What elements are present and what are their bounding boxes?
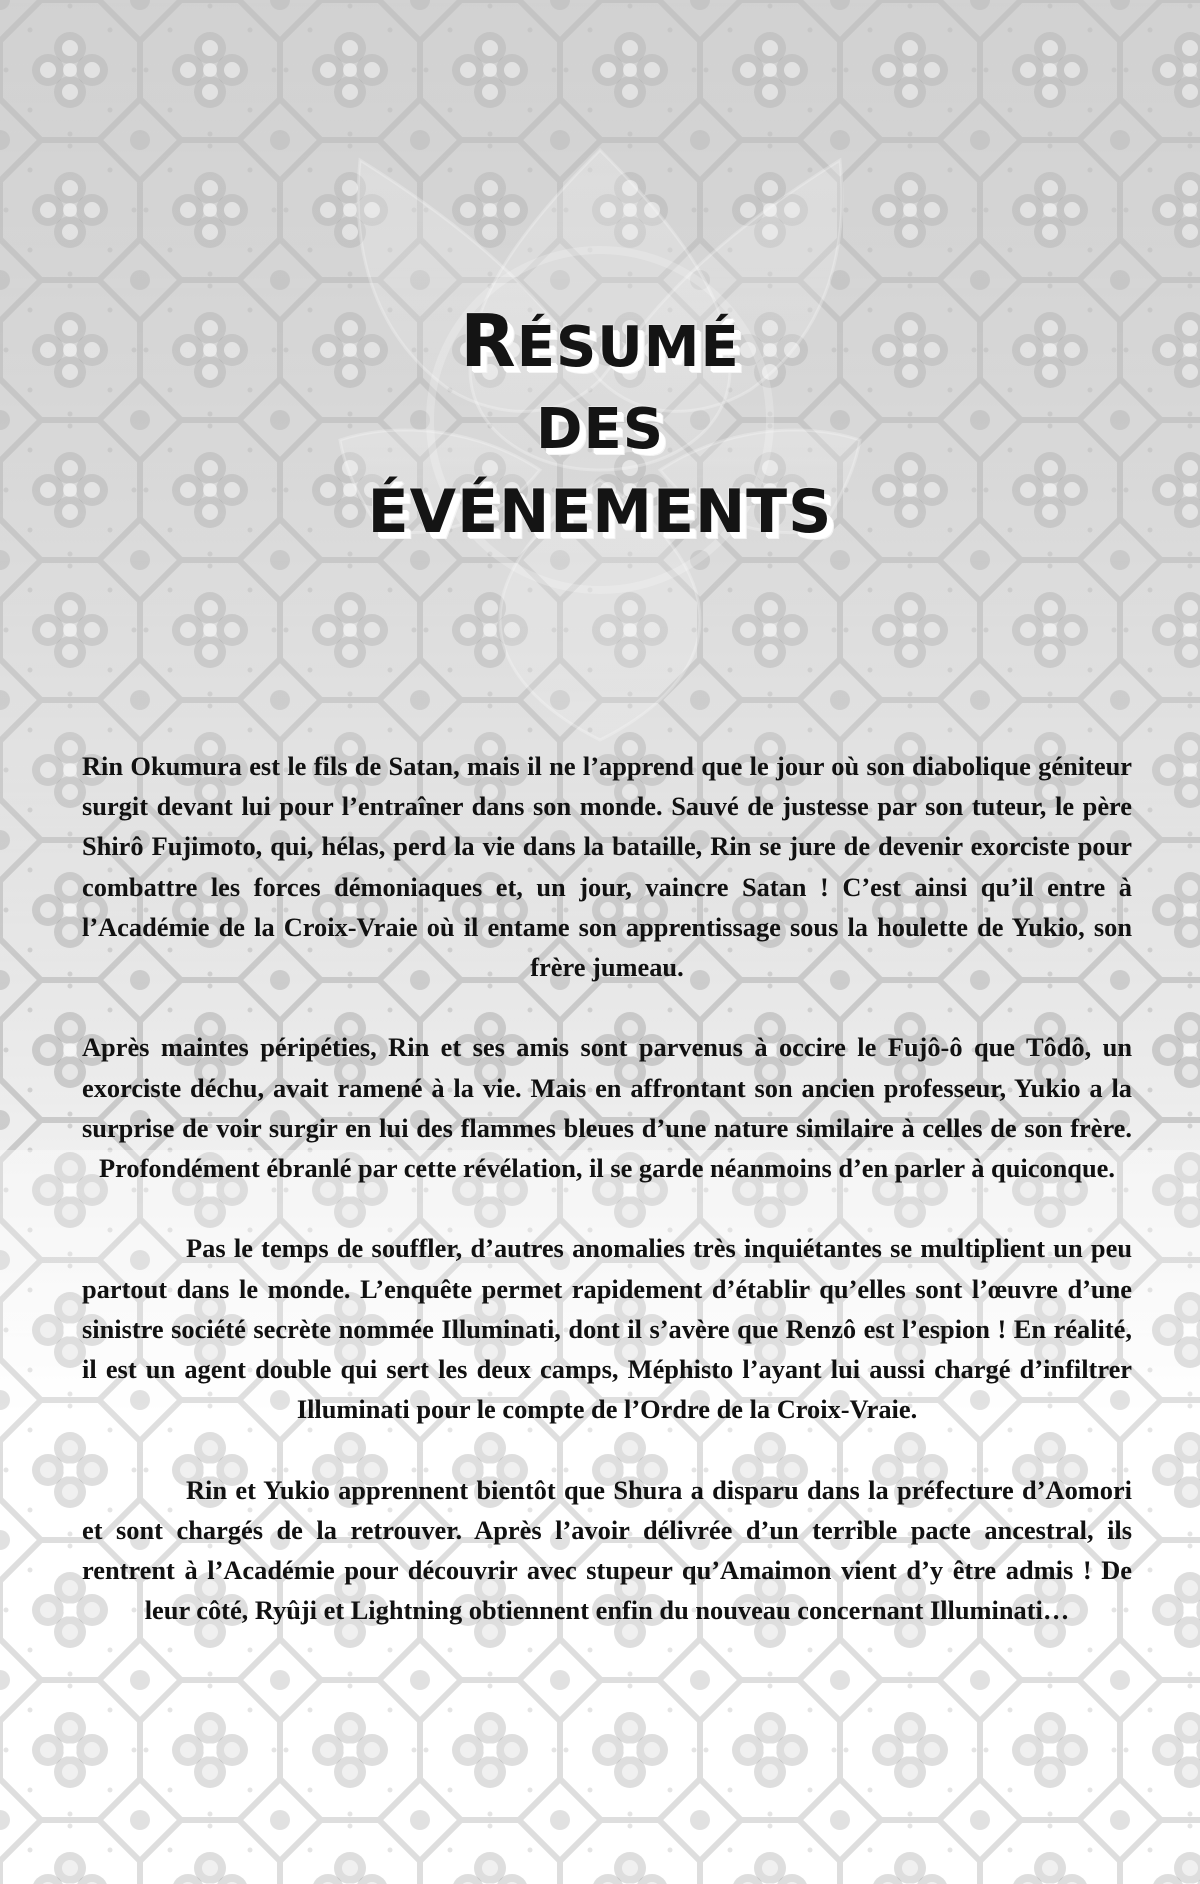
summary-text bbox=[82, 746, 1132, 1671]
title-initial: R bbox=[460, 299, 517, 383]
page-title bbox=[0, 300, 1200, 553]
summary-paragraph-3: Pas le temps de souffler, d’autres anomalies très inquiétantes se multiplient un peu partout dans le monde. L’enquête permet rapidement d’établir qu’elles sont l’œuvre d’une sinistre société secrète nommée Illuminati, dont il s’avère que Renzô est l’espion ! En réalité, il est un agent double qui sert les deux camps, Méphisto l’ayant lui aussi chargé d’infiltrer Illuminati pour le compte de l’Ordre de la Croix-Vraie. bbox=[82, 1233, 1132, 1425]
summary-paragraph-2: Après maintes péripéties, Rin et ses amis sont parvenus à occire le Fujô-ô que Tôdô, un exorciste déchu, avait ramené à la vie. Mais en affrontant son ancien professeur, Yukio a la surprise de voir surgir en lui des flammes bleues d’une nature similaire à celles de son frère. Profondément ébranlé par cette révélation, il se garde néanmoins d’en parler à quiconque. bbox=[82, 1032, 1132, 1184]
title-line-3: ÉVÉNEMENTS bbox=[367, 477, 833, 547]
summary-paragraph-4: Rin et Yukio apprennent bientôt que Shura a disparu dans la préfecture d’Aomori et sont chargés de la retrouver. Après l’avoir délivrée d’un terrible pacte ancestral, ils rentrent à l’Académie pour découvrir avec stupeur qu’Amaimon vient d’y être admis ! De leur côté, Ryûji et Lightning obtiennent enfin du nouveau concernant Illuminati… bbox=[82, 1474, 1132, 1626]
summary-paragraph-1: Rin Okumura est le fils de Satan, mais il ne l’apprend que le jour où son diabolique géniteur surgit devant lui pour l’entraîner dans son monde. Sauvé de justesse par son tuteur, le père Shirô Fujimoto, qui, hélas, perd la vie dans la bataille, Rin se jure de devenir exorciste pour combattre les forces démoniaques et, un jour, vaincre Satan ! C’est ainsi qu’il entre à l’Académie de la Croix-Vraie où il entame son apprentissage sous la houlette de Yukio, son frère jumeau. bbox=[82, 751, 1132, 983]
title-line-1-rest: ÉSUMÉ bbox=[516, 315, 740, 380]
title-line-1 bbox=[0, 300, 1200, 389]
title-line-2: DES bbox=[535, 397, 665, 462]
